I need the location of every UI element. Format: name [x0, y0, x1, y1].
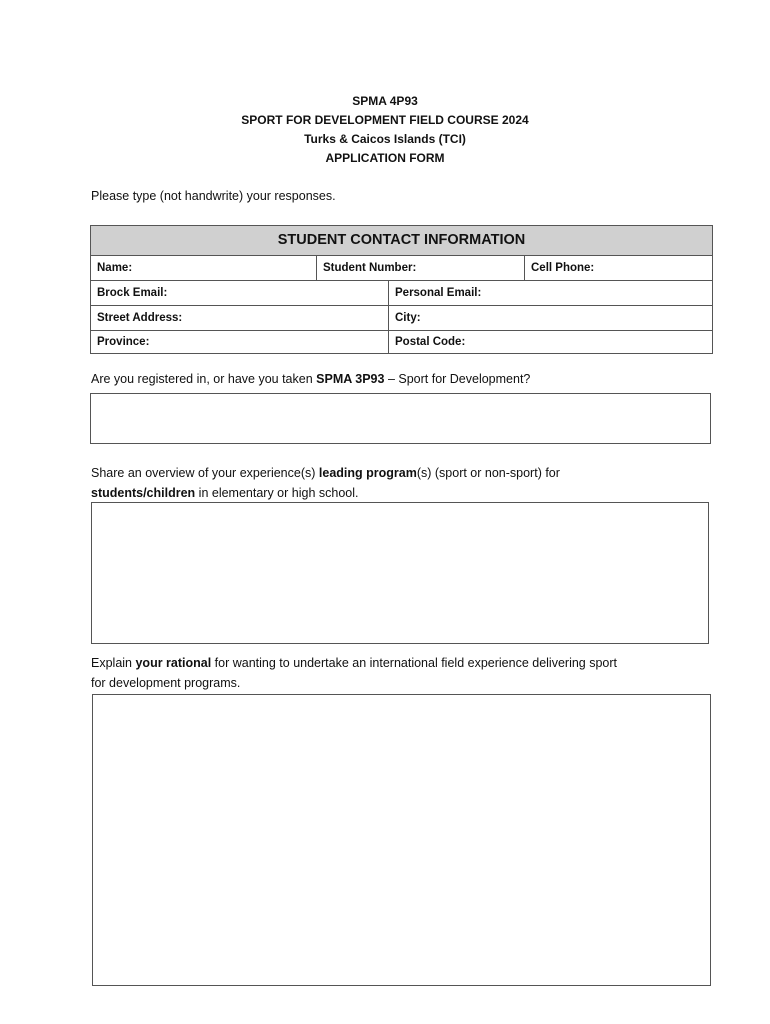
personal-email-label: Personal Email: [395, 287, 482, 299]
name-label: Name: [97, 262, 133, 274]
postal-code-field[interactable] [388, 331, 712, 353]
question-leading-programs: Share an overview of your experience(s) leading program(s) (sport or non-sport) for students/children in elementary or high school. [91, 466, 560, 500]
province-field[interactable] [91, 331, 388, 353]
brock-email-label: Brock Email: [97, 287, 168, 299]
postal-code-label: Postal Code: [395, 336, 466, 348]
question-rationale: Explain your rational for wanting to undertake an international field experience delivering sport for development programs. [91, 656, 618, 690]
answer-box-rationale[interactable] [92, 694, 711, 986]
contact-row-name [91, 256, 712, 281]
contact-row-address [91, 306, 712, 331]
city-label: City: [395, 312, 421, 324]
contact-row-email [91, 281, 712, 306]
name-field[interactable] [91, 256, 316, 280]
question-spma-3p93: Are you registered in, or have you taken SPMA 3P93 – Sport for Development? [91, 372, 531, 386]
answer-box-leading-programs[interactable] [91, 502, 709, 644]
contact-row-province [91, 331, 712, 353]
instruction-text: Please type (not handwrite) your responses. [91, 189, 336, 203]
course-title: SPORT FOR DEVELOPMENT FIELD COURSE 2024 [241, 113, 529, 127]
form-title: APPLICATION FORM [325, 151, 445, 165]
course-code: SPMA 4P93 [352, 94, 418, 108]
form-header [0, 92, 770, 168]
city-field[interactable] [388, 306, 712, 330]
cell-phone-field[interactable] [524, 256, 712, 280]
contact-table-title: STUDENT CONTACT INFORMATION [91, 226, 712, 256]
street-address-field[interactable] [91, 306, 388, 330]
student-contact-table [90, 225, 713, 354]
answer-box-spma-3p93[interactable] [90, 393, 711, 444]
province-label: Province: [97, 336, 150, 348]
brock-email-field[interactable] [91, 281, 388, 305]
student-number-label: Student Number: [323, 262, 417, 274]
cell-phone-label: Cell Phone: [531, 262, 595, 274]
street-address-label: Street Address: [97, 312, 183, 324]
personal-email-field[interactable] [388, 281, 712, 305]
student-number-field[interactable] [316, 256, 524, 280]
course-location: Turks & Caicos Islands (TCI) [304, 132, 466, 146]
